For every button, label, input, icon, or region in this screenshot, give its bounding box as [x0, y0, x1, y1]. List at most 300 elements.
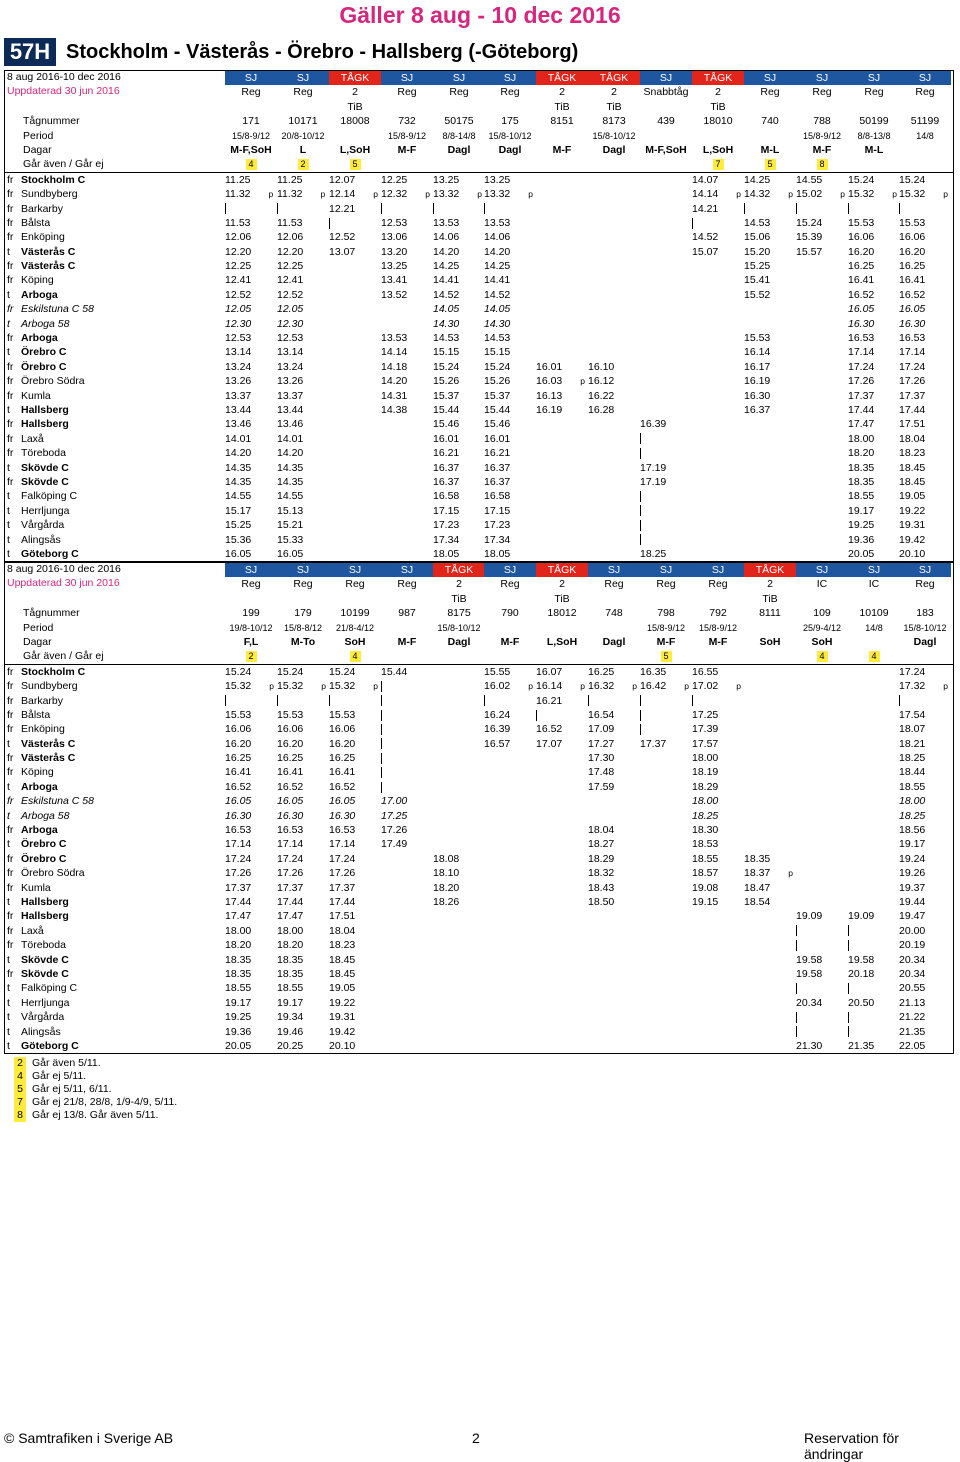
time-cell: 19.46	[277, 1025, 304, 1038]
footnote	[14, 1109, 177, 1122]
time-cell: 16.37	[484, 461, 511, 474]
station-label	[5, 547, 205, 561]
pass-through-marker	[796, 940, 797, 951]
time-cell: 16.30	[225, 809, 252, 822]
time-cell: 18.57	[692, 867, 719, 880]
header-cell: 183	[916, 607, 934, 620]
row-label: Dagar	[23, 143, 52, 156]
row-label: Går även / Går ej	[23, 650, 104, 663]
time-cell: 16.30	[329, 809, 356, 822]
time-cell	[381, 708, 425, 722]
header-cell: 15/8-10/12	[592, 130, 636, 141]
time-cell: 13.20	[381, 245, 408, 258]
header-cell: 15/8-9/12	[802, 130, 842, 141]
time-cell: 16.52	[899, 288, 926, 301]
time-cell: 15.53	[848, 216, 875, 229]
station-label	[5, 866, 205, 880]
time-cell: 18.27	[588, 838, 615, 851]
time-cell: 12.06	[277, 231, 304, 244]
time-cell: 12.53	[277, 332, 304, 345]
header-cell: 15/8-10/12	[437, 622, 481, 633]
footnote-text: Går även 5/11.	[32, 1057, 101, 1069]
header-cell: Reg	[915, 86, 935, 99]
time-cell: 15.53	[277, 708, 304, 721]
header-cell: Dagl	[447, 635, 471, 648]
time-cell: 17.48	[588, 766, 615, 779]
station-label	[5, 996, 205, 1010]
pickup-only-marker: p	[943, 681, 949, 692]
time-cell	[277, 679, 327, 693]
time-cell	[484, 202, 528, 216]
row-label: Dagar	[23, 635, 52, 648]
from-to-marker: t	[7, 519, 10, 532]
station-label	[5, 345, 205, 359]
station-label	[5, 389, 205, 403]
pickup-only-marker: p	[736, 681, 742, 692]
time-cell: 14.35	[225, 461, 252, 474]
time-cell: 14.25	[484, 260, 511, 273]
time-cell: 16.05	[848, 303, 875, 316]
header-cell: 10199	[340, 607, 370, 620]
time-cell: 16.37	[433, 475, 460, 488]
time-cell: 16.07	[536, 665, 563, 678]
station-label	[5, 924, 205, 938]
header-cell: 2	[767, 578, 773, 591]
time-cell: 17.47	[848, 418, 875, 431]
station-name: Laxå	[21, 432, 44, 445]
footnote-number: 7	[14, 1096, 26, 1109]
time-cell	[225, 679, 275, 693]
time-cell: 14.52	[433, 288, 460, 301]
pass-through-marker	[692, 218, 693, 229]
time-cell: 16.39	[484, 723, 511, 736]
time-cell: 20.55	[899, 982, 926, 995]
table-row	[5, 288, 953, 302]
updated-date: Uppdaterad 30 jun 2016	[7, 577, 120, 589]
time-value: 12.32	[381, 188, 408, 201]
time-cell: 13.46	[277, 418, 304, 431]
time-cell: 20.34	[899, 953, 926, 966]
time-cell: 16.54	[588, 708, 615, 721]
time-cell: 14.06	[433, 231, 460, 244]
time-cell	[848, 924, 892, 938]
header-cell: 2	[559, 578, 565, 591]
header-cell: 15/8-9/12	[698, 622, 738, 633]
time-cell: 13.37	[277, 389, 304, 402]
time-cell: 13.25	[381, 260, 408, 273]
time-cell: 18.54	[744, 895, 771, 908]
time-cell: 16.20	[277, 737, 304, 750]
table-row	[5, 533, 953, 547]
pickup-only-marker: p	[373, 681, 379, 692]
time-cell: 14.30	[484, 317, 511, 330]
time-cell	[640, 489, 684, 503]
pass-through-marker	[536, 710, 537, 721]
time-cell: 18.07	[899, 723, 926, 736]
station-label	[5, 751, 205, 765]
time-cell: 17.26	[329, 867, 356, 880]
pass-through-marker	[381, 681, 382, 692]
time-cell	[484, 679, 534, 693]
header-cell: 175	[501, 115, 519, 128]
time-cell: 14.35	[225, 475, 252, 488]
time-value: 16.03	[536, 375, 563, 388]
station-label	[5, 403, 205, 417]
station-name: Falköping C	[21, 982, 78, 995]
time-cell: 11.53	[277, 216, 303, 229]
station-label	[5, 216, 205, 230]
header-cell: SJ	[796, 563, 848, 577]
header-cell: 2	[352, 86, 358, 99]
station-label	[5, 317, 205, 331]
table-row	[5, 461, 953, 475]
time-cell	[433, 187, 483, 201]
time-cell: 17.24	[329, 852, 356, 865]
tib-row	[5, 100, 953, 114]
station-label	[5, 708, 205, 722]
time-cell	[899, 202, 943, 216]
station-label	[5, 981, 205, 995]
time-cell: 18.35	[848, 475, 875, 488]
header-cell: 987	[398, 607, 416, 620]
time-cell: 17.59	[588, 780, 615, 793]
from-to-marker: t	[7, 895, 10, 908]
from-to-marker: t	[7, 403, 10, 416]
time-cell: 17.27	[588, 737, 615, 750]
from-to-marker: fr	[7, 680, 14, 693]
station-name: Hallsberg	[21, 403, 69, 416]
time-cell: 15.52	[744, 288, 771, 301]
time-cell: 18.00	[899, 795, 926, 808]
time-cell: 12.20	[277, 245, 304, 258]
time-cell: 16.30	[848, 317, 875, 330]
train-type-row	[5, 577, 953, 591]
table-row	[5, 547, 953, 561]
table-row	[5, 837, 953, 851]
from-to-marker: fr	[7, 867, 14, 880]
from-to-marker: fr	[7, 188, 14, 201]
from-to-marker: t	[7, 547, 10, 560]
header-cell: 19/8-10/12	[229, 622, 273, 633]
time-cell: 16.05	[329, 795, 356, 808]
note-ref	[796, 649, 848, 663]
header-cell: M-F	[812, 143, 832, 156]
station-label	[5, 173, 205, 187]
pickup-only-marker: p	[320, 189, 326, 200]
time-cell: 14.53	[433, 332, 460, 345]
header-cell: 14/8	[916, 130, 934, 141]
time-cell: 17.54	[899, 708, 926, 721]
time-cell	[692, 694, 736, 708]
table-row	[5, 259, 953, 273]
time-cell: 16.06	[329, 723, 356, 736]
time-cell: 15.44	[484, 403, 511, 416]
time-cell: 18.43	[588, 881, 615, 894]
header-cell: 14/8	[865, 622, 883, 633]
time-cell: 19.31	[329, 1011, 356, 1024]
from-to-marker: fr	[7, 824, 14, 837]
header-cell: 732	[398, 115, 416, 128]
header-cell: 2	[559, 86, 565, 99]
time-cell: 18.44	[899, 766, 926, 779]
note-ref	[329, 649, 381, 663]
note-ref-marker: 7	[713, 159, 724, 170]
time-cell: 16.41	[848, 274, 875, 287]
time-cell	[381, 737, 425, 751]
from-to-marker: t	[7, 317, 10, 330]
station-name: Arboga 58	[21, 317, 70, 330]
time-cell: 18.00	[277, 924, 304, 937]
time-cell	[796, 1025, 840, 1039]
from-to-marker: fr	[7, 939, 14, 952]
time-cell: 16.14	[744, 346, 771, 359]
table-row	[5, 1025, 953, 1039]
time-cell: 16.37	[484, 475, 511, 488]
time-cell: 13.53	[433, 216, 460, 229]
time-cell: 17.25	[692, 708, 719, 721]
time-cell: 18.32	[588, 867, 615, 880]
station-name: Arboga	[21, 780, 58, 793]
copyright: © Samtrafiken i Sverige AB	[4, 1430, 174, 1446]
pickup-only-marker: p	[580, 376, 586, 387]
time-cell: 16.35	[640, 665, 667, 678]
time-cell: 15.24	[484, 360, 511, 373]
header-cell: SJ	[277, 71, 329, 85]
station-name: Örebro C	[21, 838, 67, 851]
header-cell: 8175	[447, 607, 471, 620]
time-cell: 21.35	[899, 1025, 926, 1038]
station-label	[5, 794, 205, 808]
pass-through-marker	[277, 695, 278, 706]
station-name: Enköping	[21, 231, 65, 244]
note-ref	[692, 157, 744, 171]
station-name: Herrljunga	[21, 504, 70, 517]
period-row	[5, 621, 953, 635]
time-cell	[225, 694, 269, 708]
time-cell: 13.07	[329, 245, 356, 258]
table-row	[5, 953, 953, 967]
station-name: Västerås C	[21, 737, 76, 750]
time-cell: 13.53	[381, 332, 408, 345]
station-name: Kumla	[21, 389, 51, 402]
station-label	[5, 953, 205, 967]
header-cell: 8/8-14/8	[442, 130, 476, 141]
pickup-only-marker: p	[840, 189, 846, 200]
time-cell	[744, 202, 788, 216]
station-label	[5, 360, 205, 374]
time-cell	[588, 694, 632, 708]
time-cell	[848, 1010, 892, 1024]
time-cell: 14.25	[744, 173, 771, 186]
time-cell: 16.53	[277, 824, 304, 837]
time-cell: 18.55	[899, 780, 926, 793]
time-cell: 17.26	[381, 824, 408, 837]
time-cell: 18.04	[329, 924, 356, 937]
footnotes	[14, 1057, 177, 1122]
from-to-marker: t	[7, 461, 10, 474]
time-cell	[484, 187, 534, 201]
station-label	[5, 837, 205, 851]
from-to-marker: fr	[7, 708, 14, 721]
time-cell: 15.44	[381, 665, 408, 678]
time-cell: 17.44	[277, 895, 304, 908]
time-cell: 19.22	[899, 504, 926, 517]
time-cell: 19.42	[899, 533, 926, 546]
time-value: 16.42	[640, 680, 667, 693]
route-title: Stockholm - Västerås - Örebro - Hallsberg (-Göteborg)	[66, 41, 579, 63]
time-cell: 15.21	[277, 519, 304, 532]
time-cell: 15.37	[433, 389, 460, 402]
time-cell: 18.45	[899, 475, 926, 488]
time-cell	[692, 679, 742, 693]
station-name: Falköping C	[21, 490, 78, 503]
note-ref-marker: 2	[298, 159, 309, 170]
header-cell: 15/8-8/12	[283, 622, 323, 633]
header-cell: 50175	[444, 115, 474, 128]
station-name: Örebro C	[21, 346, 67, 359]
time-cell	[796, 1010, 840, 1024]
time-cell: 19.58	[848, 953, 875, 966]
time-cell: 15.41	[744, 274, 771, 287]
from-to-marker: t	[7, 288, 10, 301]
time-cell: 16.06	[225, 723, 252, 736]
header-cell: 2	[715, 86, 721, 99]
from-to-marker: fr	[7, 924, 14, 937]
header-cell: Reg	[500, 578, 520, 591]
from-to-marker: fr	[7, 665, 14, 678]
time-cell: 13.26	[277, 375, 304, 388]
time-cell: 18.00	[692, 752, 719, 765]
time-cell: 16.53	[225, 824, 252, 837]
time-cell: 16.52	[277, 780, 304, 793]
station-name: Göteborg C	[21, 1039, 79, 1052]
pass-through-marker	[796, 925, 797, 936]
pass-through-marker	[640, 534, 641, 545]
header-cell: 18008	[340, 115, 370, 128]
header-cell: M-F,SoH	[645, 143, 687, 156]
pickup-only-marker: p	[788, 868, 794, 879]
header-cell: SJ	[899, 71, 951, 85]
station-name: Vårgårda	[21, 519, 65, 532]
time-cell: 14.05	[433, 303, 460, 316]
time-cell: 19.25	[848, 519, 875, 532]
time-cell: 19.17	[225, 996, 252, 1009]
time-cell: 12.25	[277, 260, 304, 273]
station-name: Bålsta	[21, 216, 51, 229]
station-name: Töreboda	[21, 447, 66, 460]
time-cell: 19.31	[899, 519, 926, 532]
pass-through-marker	[848, 203, 849, 214]
pass-through-marker	[744, 203, 745, 214]
header-cell: Reg	[604, 578, 624, 591]
time-value: 14.32	[744, 188, 771, 201]
time-cell: 17.19	[640, 475, 667, 488]
time-cell: 16.39	[640, 418, 667, 431]
time-cell	[899, 187, 949, 201]
note-ref-marker: 5	[350, 159, 361, 170]
header-cell: Dagl	[498, 143, 522, 156]
time-cell: 17.57	[692, 737, 719, 750]
time-cell: 16.37	[744, 403, 771, 416]
period-row	[5, 129, 953, 143]
time-cell: 12.25	[381, 173, 408, 186]
header-cell: L,SoH	[339, 143, 371, 156]
station-name: Skövde C	[21, 967, 69, 980]
pass-through-marker	[381, 753, 382, 764]
station-name: Alingsås	[21, 533, 61, 546]
header-cell: 25/9-4/12	[802, 622, 842, 633]
row-label: Period	[23, 621, 54, 634]
table-row	[5, 432, 953, 446]
time-cell: 17.26	[848, 375, 875, 388]
time-value: 11.32	[225, 188, 251, 201]
time-cell: 19.58	[796, 967, 823, 980]
table-row	[5, 694, 953, 708]
station-name: Skövde C	[21, 461, 69, 474]
time-cell: 12.53	[381, 216, 408, 229]
header-cell: F,L	[243, 635, 259, 648]
time-cell: 22.05	[899, 1039, 926, 1052]
header-cell: 439	[657, 115, 675, 128]
header-cell: Reg	[449, 86, 469, 99]
time-cell: 18.21	[899, 737, 926, 750]
time-cell: 17.37	[277, 881, 304, 894]
time-cell: 18.29	[692, 780, 719, 793]
time-cell: 12.30	[225, 317, 252, 330]
note-ref-marker: 5	[765, 159, 776, 170]
note-ref-marker: 2	[246, 651, 257, 662]
time-cell: 16.55	[692, 665, 719, 678]
time-cell	[692, 216, 736, 230]
time-cell: 13.25	[484, 173, 511, 186]
from-to-marker: t	[7, 838, 10, 851]
time-cell: 14.01	[225, 432, 252, 445]
time-cell: 14.52	[484, 288, 511, 301]
time-cell: 20.18	[848, 967, 875, 980]
footnote	[14, 1057, 177, 1070]
time-cell	[640, 518, 684, 532]
station-name: Arboga	[21, 332, 58, 345]
note-ref-marker: 4	[350, 651, 361, 662]
note-ref	[225, 649, 277, 663]
time-cell: 16.22	[588, 389, 615, 402]
time-value: 13.32	[484, 188, 511, 201]
time-cell: 16.52	[848, 288, 875, 301]
header-cell: Dagl	[602, 635, 626, 648]
from-to-marker: t	[7, 245, 10, 258]
time-cell	[899, 694, 943, 708]
time-cell	[640, 533, 684, 547]
time-cell: 17.24	[277, 852, 304, 865]
pass-through-marker	[381, 738, 382, 749]
header-cell: Reg	[397, 578, 417, 591]
table-row	[5, 489, 953, 503]
header-cell: M-F	[708, 635, 728, 648]
pickup-only-marker: p	[425, 189, 431, 200]
header-cell: TÅGK	[536, 71, 588, 85]
header-cell: SJ	[692, 563, 744, 577]
time-cell: 16.37	[433, 461, 460, 474]
time-cell: 12.06	[225, 231, 252, 244]
time-cell: 15.20	[744, 245, 771, 258]
time-cell: 18.00	[225, 924, 252, 937]
time-cell: 13.37	[225, 389, 252, 402]
header-cell: TÅGK	[433, 563, 485, 577]
time-cell: 14.55	[225, 490, 252, 503]
station-name: Arboga	[21, 288, 58, 301]
table-row	[5, 924, 953, 938]
station-label	[5, 230, 205, 244]
